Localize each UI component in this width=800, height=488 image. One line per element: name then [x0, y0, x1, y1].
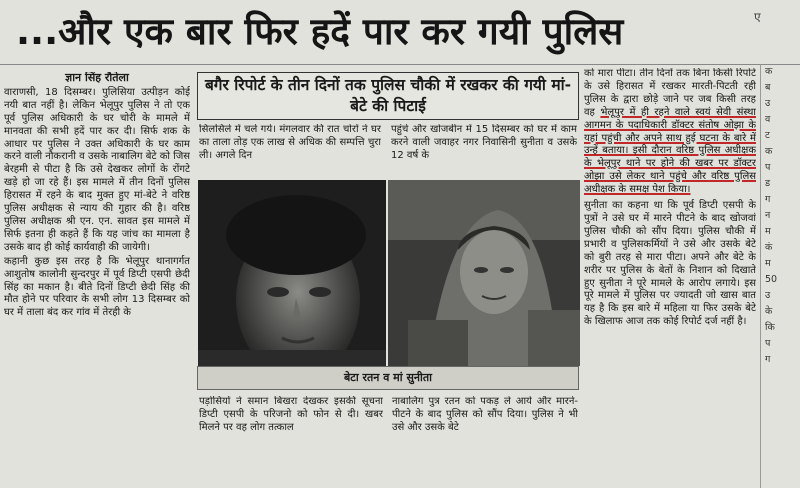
photo-mother-sunita: [388, 180, 580, 366]
subheadline-box: बगैर रिपोर्ट के तीन दिनों तक पुलिस चौकी में रखकर की गयी मां-बेटे की पिटाई: [197, 72, 579, 120]
col1-paragraph-1: वाराणसी, 18 दिसम्बर। पुलिसिया उत्पीड़न कोई नयी बात नहीं है। लेकिन भेलूपुर पुलिस ने तो एक पूर्व पुलिस अधिकारी के घर चोरी के मामले में मानवता की सभी हदें पार कर दी। सिर्फ शक के आधार पर पुलिस ने उक्त अधिकारी के घर काम करने वाली नौकरानी व उसके नाबालिग बेटे को जिस बेरहमी से पीटा है कि उसे देखकर लोगों के रोंगटे खड़े हो जा रहे हैं। इस मामले में तीन दिनों पुलिस हिरासत में रहने के बाद मुक्त हुए मां-बेटे ने वरिष्ठ पुलिस अधीक्षक से न्याय की गुहार की है। वरिष्ठ पुलिस अधीक्षक श्री एन. एन. सावत इस मामले में सिर्फ इतना ही कहते हैं कि यह जांच का मामला है उसके बाद ही कोई कार्यवाही की जायेगी।: [4, 86, 190, 253]
edge-char: प: [765, 338, 771, 349]
col3-bottom-text: नाबालिग पुत्र रतन को पकड़ ले आये और मारने-पीटने के बाद पुलिस को सौंप दिया। पुलिस ने भी उसे और उसके बेटे: [392, 396, 578, 433]
column-2-top: [199, 124, 381, 178]
col4-paragraph-2: सुनीता का कहना था कि पूर्व डिप्टी एसपी के पुत्रों ने उसे घर में मारने पीटने के बाद खोजवां पुलिस चौकी को सौंप दिया। पुलिस चौकी में प्रभारी व पुलिसकर्मियों ने उसे और उसके बेटे को बुरी तरह से मारा पीटा। अपने और बेटे के शरीर पर पुलिस के बेतों के निशान को दिखाते हुए सुनीता ने पूरे मामले के आरोप लगाये। इस पूरे मामले में पुलिस पर ज्यादती जो खास बात यह है कि इस बारे में महिला या फिर उसके बेटे के खिलाफ आज तक कोई रिपोर्ट दर्ज नहीं है।: [584, 200, 756, 328]
edge-char: क: [765, 66, 773, 77]
edge-char: 50: [765, 274, 778, 285]
photo-boy-ratan: [198, 180, 386, 366]
column-3-top: [391, 124, 577, 178]
edge-char: ग: [765, 194, 771, 205]
edge-char: उ: [765, 98, 771, 109]
edge-char: कं: [765, 242, 773, 253]
edge-char: कि: [765, 322, 775, 333]
col2-top-text: सिलसिले में चले गये। मंगलवार की रात चोरों ने घर का ताला तोड़ एक लाख से अधिक की सम्पत्ति चुरा ली। अगले दिन: [199, 124, 381, 161]
col3-top-text: पहुंचे और खोजबीन में 15 दिसम्बर को घर में काम करने वाली जवाहर नगर निवासिनी सुनीता व उसके 12 वर्ष के: [391, 124, 577, 161]
edge-char: ब: [765, 82, 771, 93]
col2-bottom-text: पड़ोसियों ने समान बिखरा देखकर इसकी सूचना डिप्टी एसपी के परिजनो को फोन से दी। खबर मिलने पर वह लोग तत्काल: [199, 396, 383, 433]
edge-char: व: [765, 114, 771, 125]
col4-p1-highlighted: भेलूपुर में ही रहने वाले स्वयं सेवी संस्था आगमन के पदाधिकारी डॉक्टर संतोष ओझा के यहां पहुंची और अपने साथ हुई घटना के बारे में उन्हें बताया। इसी दौरान वरिष्ठ पुलिस अधीक्षक के भेलूपुर थाने पर होने की खबर पर डॉक्टर ओझा उसे लेकर थाने पहुंचे और वरिष्ठ पुलिस अधीक्षक के समक्ष पेश किया।: [584, 106, 756, 196]
byline: ज्ञान सिंह रौतेला: [65, 72, 129, 84]
edge-char: ड: [765, 178, 771, 189]
col4-p1-plain: को मारा पीटा। तीन दिनों तक बिना किसी रिपोर्ट के उसे हिरासत में रखकर मारती-पिटती रही पुलिस के द्वारा छोड़े जाने पर जब किसी तरह वह: [584, 68, 756, 118]
column-2-bottom: [199, 396, 383, 486]
column-4: [584, 68, 756, 486]
photo-caption: बेटा रतन व मां सुनीता: [197, 366, 579, 390]
col4-paragraph-1: [584, 68, 756, 197]
edge-char: प: [765, 162, 771, 173]
headline-rule: [0, 64, 800, 65]
column-1: [4, 72, 190, 486]
edge-char: म: [765, 226, 771, 237]
edge-char: उ: [765, 290, 771, 301]
edge-top-fragment: ए: [754, 10, 761, 24]
headline: ...और एक बार फिर हदें पार कर गयी पुलिस: [16, 10, 624, 53]
edge-char: न: [765, 210, 771, 221]
edge-char: क: [765, 146, 773, 157]
edge-char: ग: [765, 354, 771, 365]
edge-char: ट: [765, 130, 770, 141]
col1-paragraph-2: कहानी कुछ इस तरह है कि भेलूपुर थानागर्गत आशुतोष कालोनी सुन्दरपुर में पूर्व डिप्टी एसपी छेदी सिंह का मकान है। बीते दिनों डिप्टी छेदी सिंह की मौत होने पर परिवार के सभी लोग 13 दिसम्बर को घर में ताला बंद कर गांव में तेरही के: [4, 255, 190, 319]
column-3-bottom: [392, 396, 578, 486]
edge-char: के: [765, 306, 773, 317]
edge-char: म: [765, 258, 771, 269]
adjacent-column-fragment: [760, 64, 800, 488]
